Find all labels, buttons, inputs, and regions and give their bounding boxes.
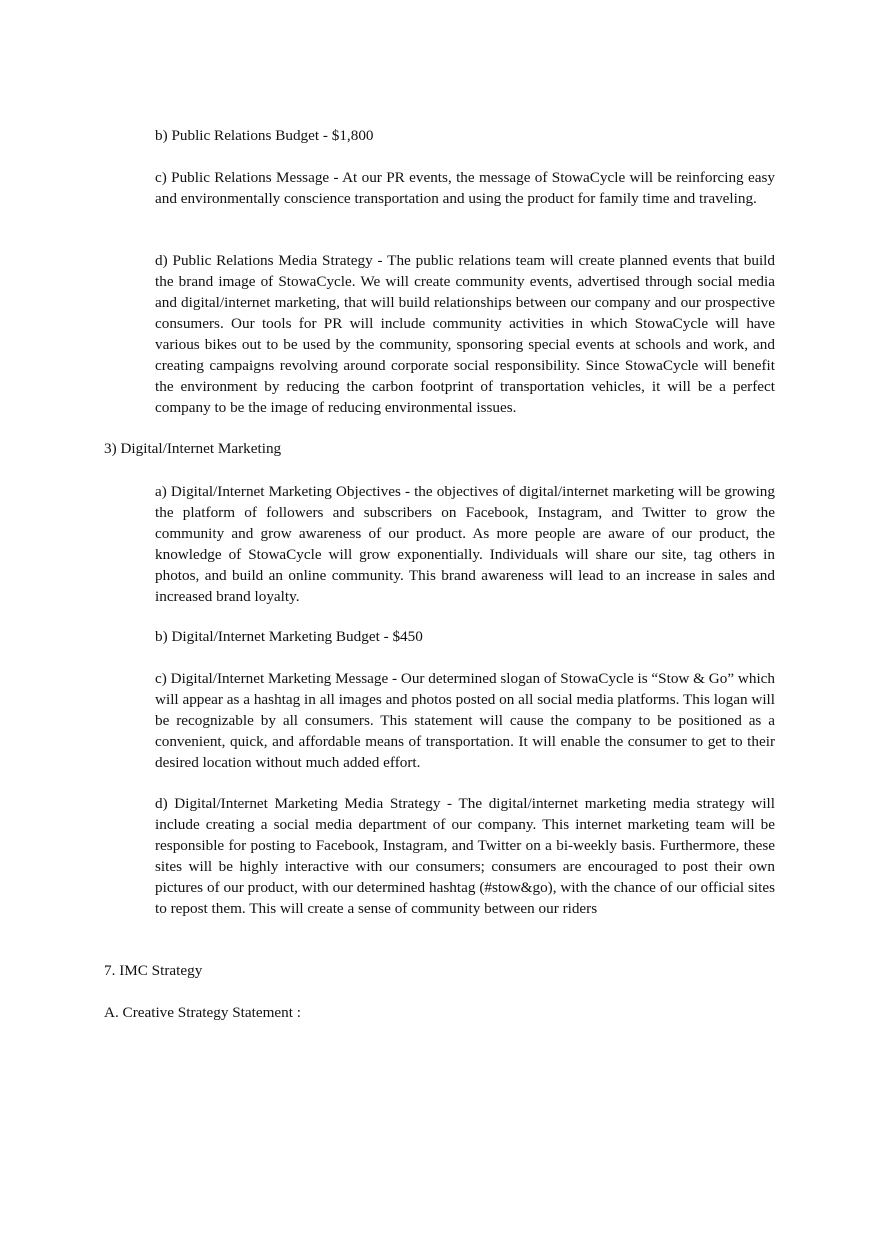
digital-budget-paragraph: b) Digital/Internet Marketing Budget - $450 <box>155 628 423 645</box>
digital-marketing-heading: 3) Digital/Internet Marketing <box>104 440 282 457</box>
pr-message-paragraph: c) Public Relations Message - At our PR events, the message of StowaCycle will be reinforcing easy and environmentally conscience transportation and using the product for family time and traveling. <box>155 169 775 207</box>
digital-media-strategy-paragraph: d) Digital/Internet Marketing Media Strategy - The digital/internet marketing media strategy will include creating a social media department of our company. This internet marketing team will be responsible for posting to Facebook, Instagram, and Twitter on a bi-weekly basis. Furthermore, these sites will be highly interactive with our consumers; consumers are encouraged to post their own pictures of our product, with our determined hashtag (#stow&go), with the chance of our official sites to repost them. This will create a sense of community between our riders <box>155 795 775 917</box>
pr-media-strategy-paragraph: d) Public Relations Media Strategy - The public relations team will create planned events that build the brand image of StowaCycle. We will create community events, advertised through social media and digital/internet marketing, that will build relationships between our company and our prospective consumers. Our tools for PR will include community activities in which StowaCycle will have various bikes out to be used by the community, sponsoring special events at schools and work, and creating campaigns revolving around corporate social responsibility. Since StowaCycle will benefit the environment by reducing the carbon footprint of transportation vehicles, it will be a perfect company to be the image of reducing environmental issues. <box>155 252 775 416</box>
digital-message-paragraph: c) Digital/Internet Marketing Message - Our determined slogan of StowaCycle is “Stow & Go” which will appear as a hashtag in all images and photos posted on all social media platforms. This logan will be recognizable by all consumers. This statement will cause the company to be positioned as a convenient, quick, and affordable means of transportation. It will enable the consumer to get to their desired location without much added effort. <box>155 670 776 771</box>
pr-budget-paragraph: b) Public Relations Budget - $1,800 <box>155 127 374 144</box>
creative-strategy-heading: A. Creative Strategy Statement : <box>104 1004 301 1021</box>
imc-strategy-heading: 7. IMC Strategy <box>104 962 203 979</box>
digital-objectives-paragraph: a) Digital/Internet Marketing Objectives - the objectives of digital/internet marketing will be growing the platform of followers and subscribers on Facebook, Instagram, and Twitter to grow the community and grow awareness of our product. As more people are aware of our product, the knowledge of StowaCycle will grow exponentially. Individuals will share our site, tag others in photos, and build an online community. This brand awareness will lead to an increase in sales and increased brand loyalty. <box>155 483 775 605</box>
